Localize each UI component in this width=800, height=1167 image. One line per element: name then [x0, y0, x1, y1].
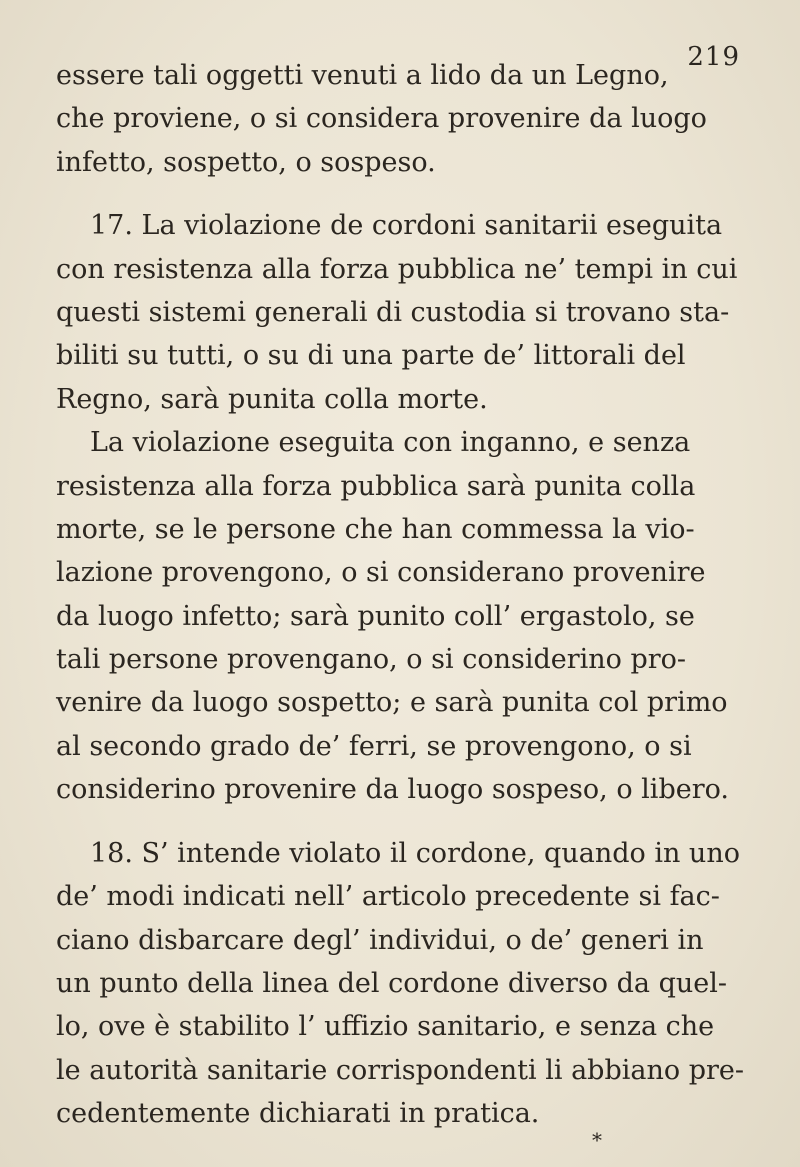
- text-line: infetto, sospetto, o sospeso.: [56, 146, 436, 178]
- text-line: morte, se le persone che han commessa la vio-: [56, 513, 695, 545]
- text-line: lazione provengono, o si considerano provenire: [56, 557, 706, 589]
- text-line: 18. S’ intende violato il cordone, quando in uno: [90, 837, 740, 869]
- text-line: resistenza alla forza pubblica sarà punita colla: [56, 470, 696, 502]
- text-line: biliti su tutti, o su di una parte de’ littorali del: [56, 340, 686, 372]
- footer-mark: *: [592, 1128, 602, 1152]
- text-line: lo, ove è stabilito l’ uffizio sanitario, e senza che: [56, 1011, 715, 1043]
- text-line: de’ modi indicati nell’ articolo precedente si fac-: [56, 881, 720, 913]
- text-line: tali persone provengano, o si considerino pro-: [56, 644, 687, 676]
- text-line: da luogo infetto; sarà punito coll’ ergastolo, se: [56, 600, 695, 632]
- text-line: che proviene, o si considera provenire da luogo: [56, 103, 707, 135]
- text-line: questi sistemi generali di custodia si trovano sta-: [56, 297, 730, 329]
- text-line: con resistenza alla forza pubblica ne’ tempi in cui: [56, 253, 738, 285]
- text-line: ciano disbarcare degl’ individui, o de’ generi in: [56, 924, 704, 956]
- text-line: venire da luogo sospetto; e sarà punita col primo: [56, 687, 728, 719]
- text-line: La violazione eseguita con inganno, e senza: [90, 427, 691, 459]
- text-line: 17. La violazione de cordoni sanitarii eseguita: [90, 210, 723, 242]
- text-line: un punto della linea del cordone diverso da quel-: [56, 967, 728, 999]
- text-line: essere tali oggetti venuti a lido da un Legno,: [56, 60, 669, 91]
- text-line: considerino provenire da luogo sospeso, o libero.: [56, 774, 729, 806]
- text-line: cedentemente dichiarati in pratica.: [56, 1098, 540, 1129]
- text-line: al secondo grado de’ ferri, se provengono, o si: [56, 730, 692, 762]
- text-line: Regno, sarà punita colla morte.: [56, 383, 488, 415]
- page-number: 219: [687, 42, 740, 72]
- text-line: le autorità sanitarie corrispondenti li abbiano pre-: [56, 1054, 744, 1086]
